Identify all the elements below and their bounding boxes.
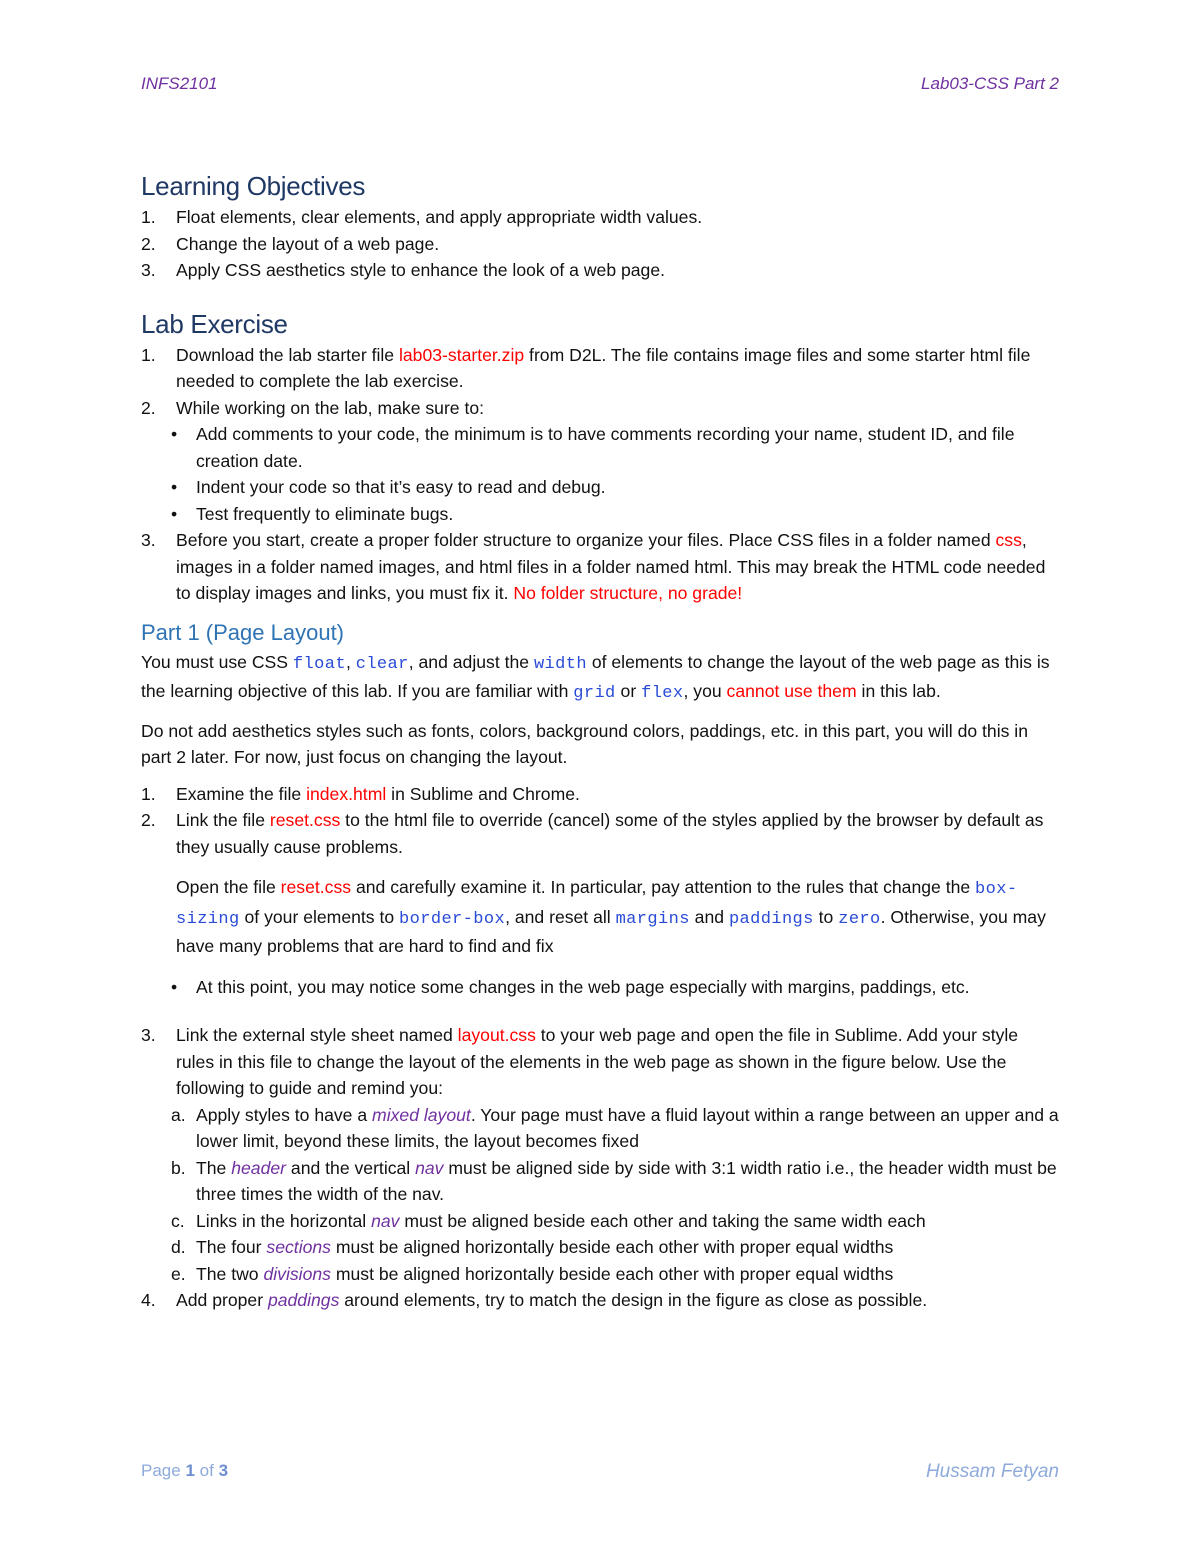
text: Before you start, create a proper folder structure to organize your files. Place CSS files in a folder named: [176, 530, 996, 550]
step-item: 1. Examine the file index.html in Sublime and Chrome.: [141, 781, 1061, 808]
header-lab-title: Lab03-CSS Part 2: [921, 74, 1059, 93]
list-number: 1.: [141, 344, 156, 365]
code-keyword: width: [533, 654, 587, 674]
text: Test frequently to eliminate bugs.: [196, 503, 454, 524]
text: Add comments to your code, the minimum is to have comments recording your name, student ID, and file creation date.: [196, 424, 1015, 471]
code-keyword: float: [292, 654, 346, 674]
filename-highlight: index.html: [306, 783, 387, 804]
list-number: 2.: [141, 397, 156, 418]
objectives-heading: Learning Objectives: [141, 171, 366, 201]
sub-step-item: c. Links in the horizontal nav must be aligned beside each other and taking the same width each: [141, 1208, 1061, 1235]
objective-text: Float elements, clear elements, and apply appropriate width values.: [176, 207, 703, 227]
list-number: 3.: [141, 1025, 156, 1045]
objectives-list: [141, 204, 1061, 284]
bullet-icon: •: [171, 976, 178, 997]
list-number: 2.: [141, 810, 156, 830]
text: At this point, you may notice some changes in the web page especially with margins, paddings, etc.: [196, 976, 970, 997]
term-highlight: nav: [371, 1210, 400, 1231]
exercise-item: [141, 395, 1061, 422]
exercise-list: [141, 342, 1061, 607]
term-highlight: nav: [415, 1157, 444, 1178]
part1-steps-cont: [141, 1022, 1061, 1314]
footer-author: Hussam Fetyan: [925, 1461, 1059, 1482]
folder-highlight: css: [995, 530, 1022, 550]
text: from D2L. The file contains image files and some starter html file needed to complete the lab exercise.: [176, 344, 1031, 391]
text: , images in a folder named images, and html files in a folder named html. This may break the HTML code needed to display images and links, you must fix it.: [176, 530, 1046, 603]
sub-step-item: e. The two divisions must be aligned horizontally beside each other with proper equal widths: [141, 1261, 1061, 1288]
part1-paragraph: Do not add aesthetics styles such as fonts, colors, background colors, paddings, etc. in this part, you will do this in part 2 later. For now, just focus on changing the layout.: [141, 720, 1028, 767]
list-number: 1.: [141, 207, 156, 227]
step-item: 2. Link the file reset.css to the html file to override (cancel) some of the styles applied by the browser by default as they usually cause problems. Open the file reset.css and carefully examine it. In particular, pay attention to the rules that change the box-sizing of your elements to border-box, and reset all margins and paddings to zero. Otherwise, you may have many problems that are hard to find and fix: [141, 807, 1061, 974]
list-number: 1.: [141, 783, 156, 804]
list-number: 3.: [141, 530, 156, 550]
bullet-item: [141, 501, 1061, 528]
filename-highlight: reset.css: [269, 810, 341, 830]
part1-heading: Part 1 (Page Layout): [141, 619, 345, 645]
term-highlight: divisions: [263, 1263, 331, 1284]
step-item: 3. Link the external style sheet named layout.css to your web page and open the file in Sublime. Add your style rules in this file to change the layout of the elements in the web page as shown in the figure below. Use the following to guide and remind you:: [141, 1022, 1061, 1102]
list-letter: a.: [171, 1104, 186, 1125]
sub-step-item: b. The header and the vertical nav must be aligned side by side with 3:1 width ratio i.e., the header width must be three times the width of the nav.: [141, 1155, 1061, 1208]
text: Download the lab starter file: [176, 344, 399, 365]
part1-paragraph: You must use CSS float, clear, and adjust the width of elements to change the layout of the web page as this is the learning objective of this lab. If you are familiar with grid or flex, you cannot use them in this lab.: [141, 651, 1050, 703]
term-highlight: header: [231, 1157, 287, 1178]
objective-text: Apply CSS aesthetics style to enhance the look of a web page.: [176, 260, 666, 280]
filename-highlight: reset.css: [280, 877, 352, 897]
part1-steps: [141, 781, 1061, 1001]
term-highlight: sections: [266, 1237, 331, 1257]
bullet-icon: •: [171, 477, 178, 497]
step-note: Open the file reset.css and carefully examine it. In particular, pay attention to the rules that change the box-sizing of your elements to border-box, and reset all margins and paddings to zero. Otherwise, you may have many problems that are hard to find and fix: [176, 877, 1046, 956]
list-letter: d.: [171, 1237, 186, 1257]
sub-step-item: d. The four sections must be aligned horizontally beside each other with proper equal widths: [141, 1234, 1061, 1261]
code-keyword: flex: [641, 684, 684, 703]
bullet-item: [141, 974, 1061, 1001]
code-keyword: box-sizing: [176, 880, 1018, 929]
list-letter: e.: [171, 1263, 186, 1284]
footer-page-number: Page 1 of 3: [141, 1461, 229, 1480]
warning-text: No folder structure, no grade!: [513, 583, 743, 603]
objective-item: [141, 204, 1061, 231]
list-number: 3.: [141, 260, 156, 280]
text: Indent your code so that it’s easy to read and debug.: [196, 477, 606, 497]
warning-text: cannot use them: [726, 681, 857, 701]
sub-step-item: a. Apply styles to have a mixed layout. Your page must have a fluid layout within a range between an upper and a lower limit, beyond these limits, the layout becomes fixed: [141, 1102, 1061, 1155]
objective-text: Change the layout of a web page.: [176, 233, 440, 254]
filename-highlight: layout.css: [457, 1025, 536, 1045]
code-keyword: zero: [838, 909, 881, 929]
code-keyword: clear: [355, 654, 409, 674]
code-keyword: border-box: [399, 909, 506, 929]
exercise-heading: Lab Exercise: [141, 308, 288, 339]
bullet-item: [141, 421, 1061, 474]
list-letter: b.: [171, 1157, 186, 1178]
bullet-item: [141, 474, 1061, 501]
bullet-icon: •: [171, 503, 178, 524]
list-number: 4.: [141, 1290, 156, 1310]
filename-highlight: lab03-starter.zip: [398, 344, 525, 365]
code-keyword: grid: [573, 684, 616, 703]
code-keyword: margins: [615, 909, 690, 929]
exercise-item: [141, 342, 1061, 395]
step-item: 4. Add proper paddings around elements, try to match the design in the figure as close as possible.: [141, 1287, 1061, 1314]
code-keyword: paddings: [728, 909, 814, 929]
header-course-code: INFS2101: [141, 74, 218, 93]
list-letter: c.: [171, 1210, 185, 1231]
term-highlight: paddings: [267, 1290, 340, 1310]
text: While working on the lab, make sure to:: [176, 397, 485, 418]
term-highlight: mixed layout: [372, 1104, 471, 1125]
document-body: [141, 168, 1061, 1314]
bullet-icon: •: [171, 424, 178, 444]
objective-item: [141, 231, 1061, 258]
list-number: 2.: [141, 233, 156, 254]
exercise-item: [141, 527, 1061, 607]
objective-item: [141, 257, 1061, 284]
